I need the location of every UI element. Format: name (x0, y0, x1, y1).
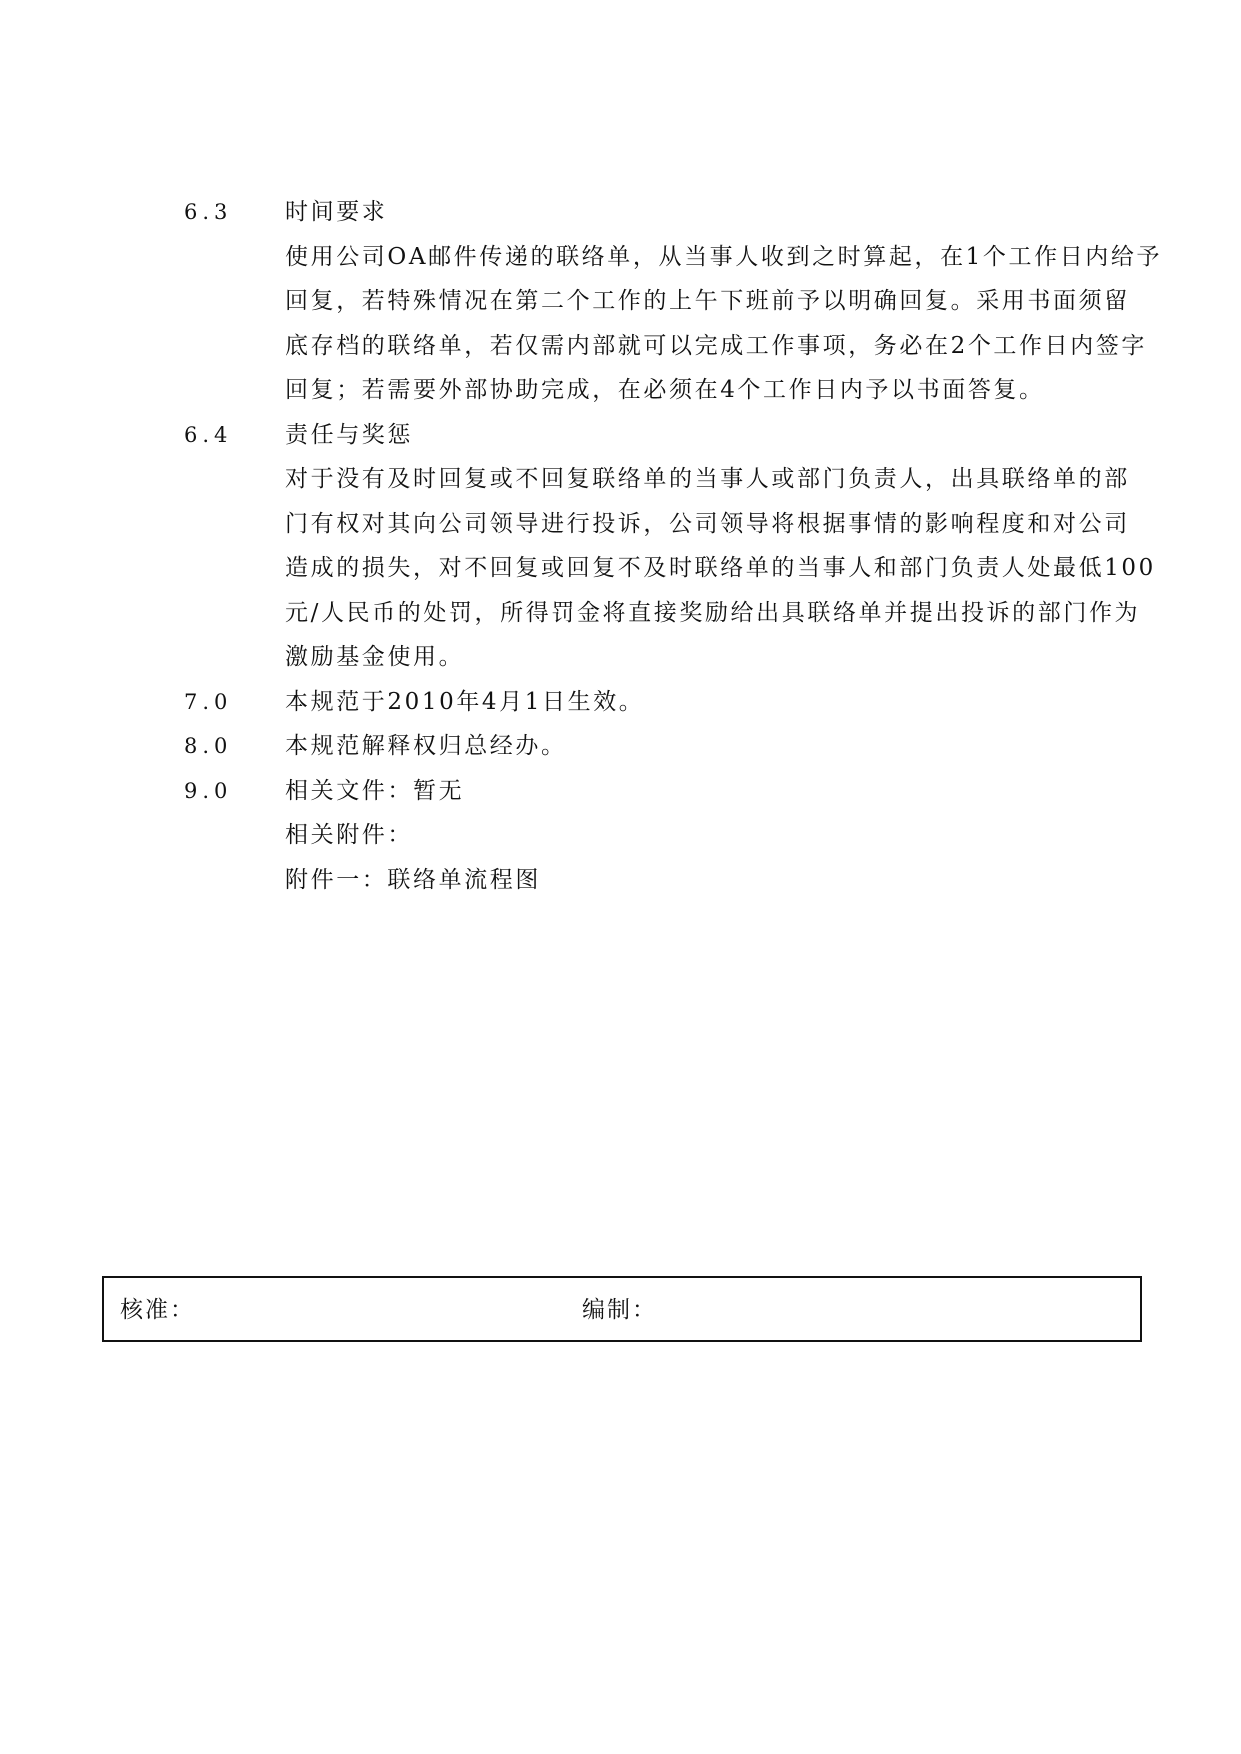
section-8-0 (0, 724, 1241, 769)
paragraph-line: 激励基金使用。 (285, 644, 465, 670)
section-number: 6.4 (184, 422, 233, 447)
paragraph-line: 对于没有及时回复或不回复联络单的当事人或部门负责人，出具联络单的部 (285, 466, 1130, 492)
section-number: 8.0 (184, 734, 233, 758)
section-6-3 (0, 190, 1241, 413)
signoff-table (102, 1276, 1142, 1342)
section-number: 7.0 (184, 689, 233, 714)
section-number: 9.0 (184, 778, 233, 803)
prepare-label: 编制： (582, 1297, 657, 1323)
paragraph-line: 回复；若需要外部协助完成，在必须在4个工作日内予以书面答复。 (285, 377, 1045, 403)
related-attachments-line: 相关附件： (285, 822, 413, 848)
section-paragraph (285, 769, 1120, 903)
related-documents-line: 相关文件：暂无 (285, 777, 465, 804)
paragraph-line: 使用公司OA邮件传递的联络单，从当事人收到之时算起，在1个工作日内给予 (285, 243, 1163, 270)
section-9-0 (0, 769, 1241, 903)
section-paragraph (285, 457, 1156, 680)
section-6-4 (0, 413, 1241, 680)
paragraph-line: 底存档的联络单，若仅需内部就可以完成工作事项，务必在2个工作日内签字 (285, 332, 1148, 359)
section-paragraph (285, 235, 1163, 413)
approve-label: 核准： (120, 1297, 195, 1323)
paragraph-line: 造成的损失，对不回复或回复不及时联络单的当事人和部门负责人处最低100 (285, 555, 1156, 581)
section-7-0 (0, 680, 1241, 725)
attachment-one-line: 附件一：联络单流程图 (285, 866, 541, 893)
paragraph-line: 回复，若特殊情况在第二个工作的上午下班前予以明确回复。采用书面须留 (285, 288, 1130, 314)
section-text: 本规范于2010年4月1日生效。 (285, 688, 645, 715)
paragraph-line: 元/人民币的处罚，所得罚金将直接奖励给出具联络单并提出投诉的部门作为 (285, 599, 1141, 626)
paragraph-line: 门有权对其向公司领导进行投诉，公司领导将根据事情的影响程度和对公司 (285, 510, 1130, 537)
section-title: 时间要求 (285, 199, 388, 225)
section-title: 责任与奖惩 (285, 421, 413, 448)
section-number: 6.3 (184, 200, 233, 224)
section-text: 本规范解释权归总经办。 (285, 733, 567, 759)
document-body (0, 190, 1241, 902)
